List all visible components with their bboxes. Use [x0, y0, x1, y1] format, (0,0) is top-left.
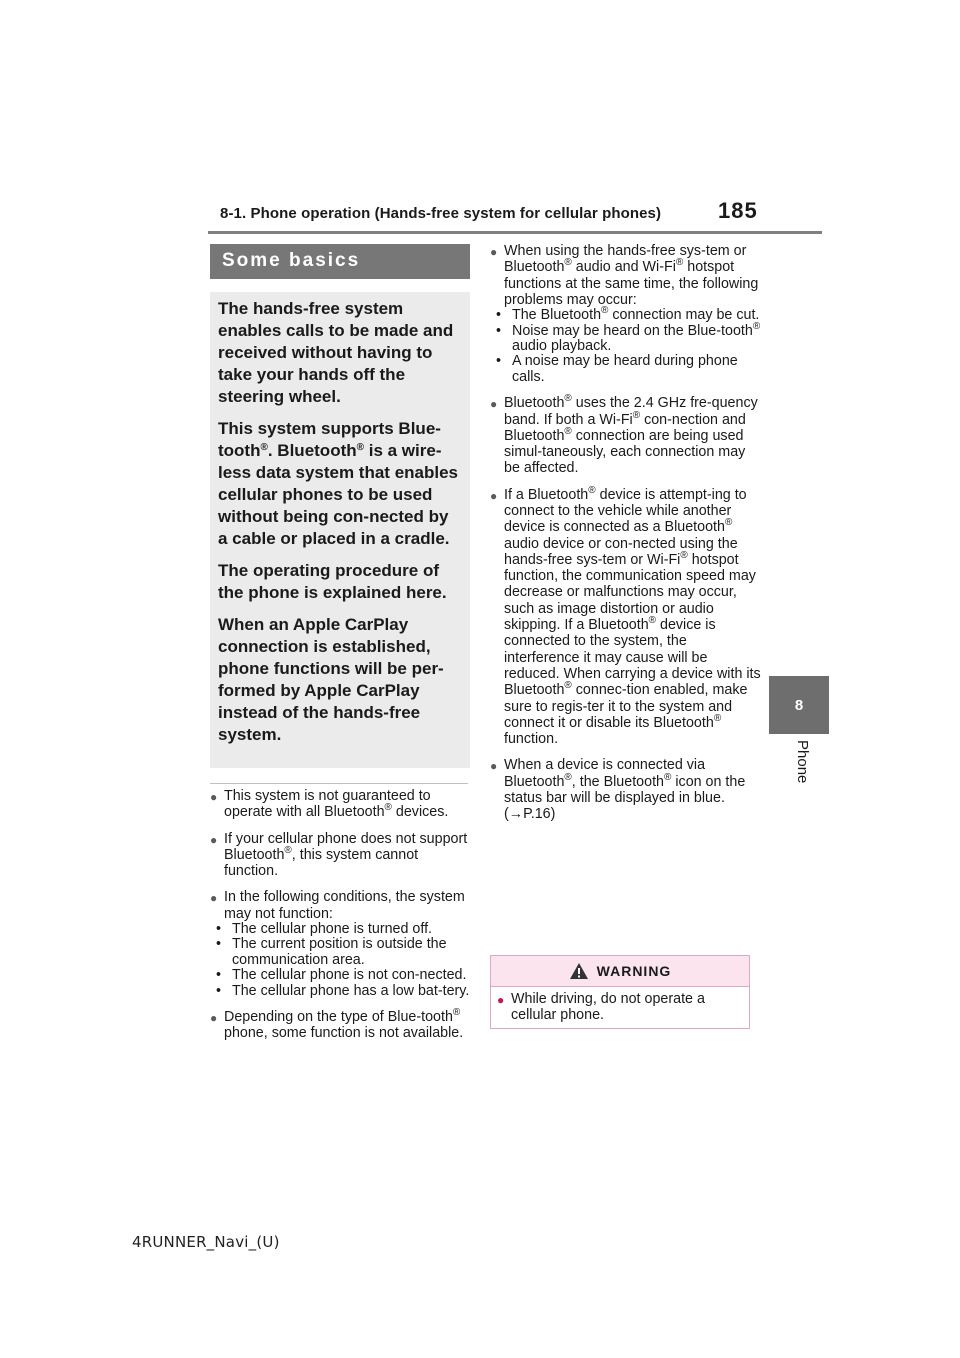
text-fragment: icon on the status bar will be displayed in blue. (: [504, 773, 746, 823]
registered-mark: ®: [713, 712, 722, 724]
text-fragment: hotspot function, the communication speed may decrease or malfunctions may occur, such as image distortion or audio skipping. If a Bluetooth: [504, 551, 756, 634]
registered-mark: ®: [564, 425, 572, 437]
text-fragment: This system supports Blue-tooth: [218, 419, 441, 460]
sub-list-item: [490, 305, 762, 324]
sub-list-item: [490, 320, 762, 355]
text-fragment: con-nection and Bluetooth: [504, 411, 746, 444]
note-text: [504, 484, 762, 748]
header-divider: [208, 231, 822, 234]
chapter-tab-number: 8: [794, 696, 804, 714]
intro-paragraph: [218, 614, 462, 746]
registered-mark: ®: [664, 771, 672, 783]
chapter-tab[interactable]: [769, 676, 829, 734]
text-fragment: Bluetooth: [504, 395, 565, 412]
text-fragment: audio and Wi-Fi: [571, 259, 676, 276]
registered-mark: ®: [260, 442, 268, 453]
registered-mark: ®: [648, 615, 657, 627]
text-fragment: Noise may be heard on the Blue-tooth: [512, 322, 753, 339]
intro-box: [210, 292, 470, 768]
warning-label: WARNING: [596, 963, 672, 979]
circle-bullet-icon: ●: [497, 993, 505, 1007]
note-item: [210, 831, 472, 880]
text-fragment: This system is not guaranteed to operate with all Bluetooth: [224, 788, 431, 821]
text-fragment: In the following conditions, the system may not function:: [224, 889, 465, 922]
registered-mark: ®: [356, 442, 364, 453]
registered-mark: ®: [601, 305, 609, 317]
circle-bullet-icon: ●: [490, 245, 498, 259]
circle-bullet-icon: ●: [210, 1011, 218, 1026]
text-fragment: , this system cannot function.: [224, 846, 419, 880]
text-fragment: , the Bluetooth: [571, 773, 665, 790]
warning-body: [491, 987, 749, 1024]
text-fragment: . Bluetooth: [267, 441, 357, 460]
text-fragment: Depending on the type of Blue-tooth: [224, 1009, 453, 1026]
dot-bullet-icon: •: [216, 967, 222, 984]
dot-bullet-icon: •: [216, 921, 222, 938]
warning-item: [497, 991, 743, 1024]
text-fragment: is a wire-less data system that enables cellular phones to be used without being con-nected by a cable or placed in a cradle.: [218, 441, 459, 548]
circle-bullet-icon: ●: [490, 759, 498, 774]
circle-bullet-icon: ●: [210, 832, 218, 847]
text-fragment: audio playback.: [512, 338, 612, 354]
text-fragment: device is attempt-ing to connect to the vehicle while another device is connected as a Bluetooth: [504, 486, 747, 536]
registered-mark: ®: [564, 771, 572, 783]
text-fragment: uses the 2.4 GHz fre-quency band. If both a Wi-Fi: [504, 395, 758, 428]
text-fragment: phone, some function is not available.: [224, 1025, 464, 1042]
sub-list-item: [210, 922, 472, 937]
note-item: [210, 889, 472, 999]
text-fragment: hotspot functions at the same time, the following problems may occur:: [504, 259, 759, 308]
registered-mark: ®: [680, 549, 688, 561]
text-fragment: connection may be cut.: [608, 307, 760, 324]
circle-bullet-icon: ●: [210, 891, 218, 906]
page-number: 185: [718, 198, 758, 223]
circle-bullet-icon: ●: [210, 790, 218, 804]
note-text: [224, 889, 472, 922]
note-item: [210, 788, 472, 821]
sub-list-item: [210, 937, 472, 968]
registered-mark: ®: [724, 517, 733, 529]
text-fragment: When using the hands-free sys-tem or Bluetooth: [504, 243, 747, 276]
note-item: [490, 484, 762, 748]
text-fragment: connec-tion enabled, make sure to regis-ter it to the system and connect it or disable its Bluetooth: [504, 682, 748, 731]
dot-bullet-icon: •: [216, 982, 222, 999]
text-fragment: function.: [504, 731, 559, 748]
circle-bullet-icon: ●: [490, 397, 498, 412]
note-item: [210, 1009, 472, 1042]
note-text: [224, 831, 472, 880]
registered-mark: ®: [564, 680, 572, 692]
registered-mark: ®: [752, 320, 761, 332]
text-fragment: If your cellular phone does not support Bluetooth: [224, 830, 468, 863]
text-fragment: The cellular phone is turned off.: [232, 921, 433, 938]
text-fragment: The Bluetooth: [512, 307, 602, 324]
registered-mark: ®: [588, 484, 596, 496]
intro-paragraph: [218, 418, 462, 550]
text-fragment: The operating procedure of the phone is explained here.: [218, 561, 447, 602]
right-notes: [490, 243, 762, 833]
registered-mark: ®: [632, 409, 641, 421]
text-fragment: A noise may be heard during phone calls.: [512, 353, 738, 385]
text-fragment: If a Bluetooth: [504, 486, 589, 503]
sub-list-item: [210, 968, 472, 983]
chapter-title: 8-1. Phone operation (Hands-free system for cellular phones): [220, 205, 662, 222]
note-item: [490, 243, 762, 385]
chapter-tab-label: Phone: [794, 740, 811, 784]
text-fragment: device is connected to the system, the interference it may cause will be reduced. When carrying a device with its Bluetooth: [504, 617, 761, 699]
text-fragment: devices.: [391, 804, 449, 821]
text-fragment: audio device or con-nected using the hands-free sys-tem or Wi-Fi: [504, 535, 738, 568]
note-text: [224, 788, 472, 821]
dot-bullet-icon: •: [216, 936, 222, 953]
warning-box: [490, 955, 750, 1029]
note-item: [490, 395, 762, 476]
registered-mark: ®: [564, 393, 572, 405]
text-fragment: The current position is outside the communication area.: [232, 936, 447, 968]
intro-paragraph: [218, 560, 462, 604]
note-text: [504, 243, 762, 308]
note-text: [504, 757, 762, 822]
text-fragment: The hands-free system enables calls to be made and received without having to take your hands off the steering wheel.: [218, 299, 454, 406]
text-fragment: connection are being used simul-taneously, each connection may be affected.: [504, 427, 746, 477]
registered-mark: ®: [452, 1007, 461, 1019]
warning-triangle-icon: [569, 962, 589, 980]
registered-mark: ®: [675, 257, 684, 269]
warning-text: While driving, do not operate a cellular phone.: [511, 991, 705, 1024]
text-fragment: →: [508, 806, 524, 823]
registered-mark: ®: [384, 802, 392, 814]
note-text: [224, 1009, 472, 1042]
column-divider: [210, 783, 468, 784]
dot-bullet-icon: •: [496, 322, 502, 339]
dot-bullet-icon: •: [496, 307, 502, 324]
note-item: [490, 757, 762, 822]
note-text: [504, 395, 762, 476]
dot-bullet-icon: •: [496, 353, 502, 370]
sub-list-item: [210, 984, 472, 999]
warning-header: [491, 956, 749, 987]
registered-mark: ®: [564, 257, 572, 269]
footer-code: 4RUNNER_Navi_(U): [132, 1233, 280, 1251]
left-notes: [210, 788, 472, 1052]
text-fragment: The cellular phone has a low bat-tery.: [232, 982, 470, 999]
section-heading: Some basics: [210, 244, 470, 279]
registered-mark: ®: [284, 844, 292, 856]
circle-bullet-icon: ●: [490, 488, 498, 503]
text-fragment: The cellular phone is not con-nected.: [232, 967, 467, 984]
text-fragment: P.16): [523, 806, 556, 823]
text-fragment: When an Apple CarPlay connection is established, phone functions will be per-formed by Apple CarPlay instead of the hands-free system.: [218, 615, 444, 744]
text-fragment: When a device is connected via Bluetooth: [504, 757, 706, 790]
intro-paragraph: [218, 298, 462, 408]
sub-list-item: [490, 354, 762, 385]
